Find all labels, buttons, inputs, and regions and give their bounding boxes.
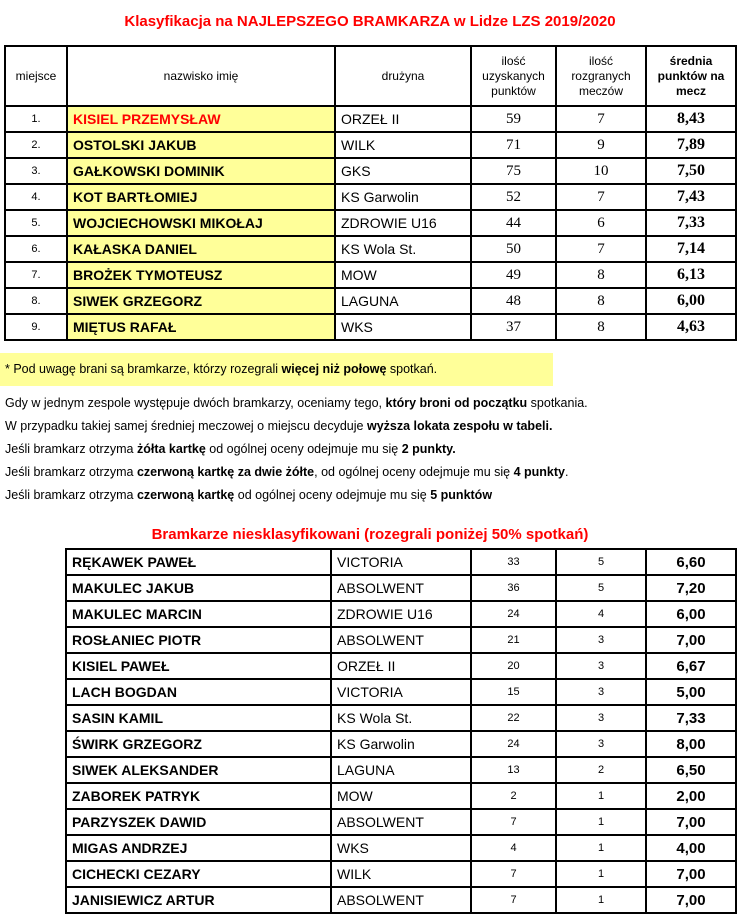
note-line xyxy=(5,418,740,435)
place-cell: 9. xyxy=(5,314,67,340)
note-bold-text: 5 punktów xyxy=(430,488,493,502)
average-cell: 6,67 xyxy=(646,653,736,679)
table-row xyxy=(66,549,736,575)
average-cell: 6,13 xyxy=(646,262,736,288)
average-cell: 7,50 xyxy=(646,158,736,184)
note-text: * Pod uwagę brani są bramkarze, którzy rozegrali xyxy=(5,362,282,376)
place-cell: 5. xyxy=(5,210,67,236)
average-cell: 5,00 xyxy=(646,679,736,705)
table-row xyxy=(5,184,736,210)
note-bold-text: 4 punkty xyxy=(513,465,565,479)
team-cell: KS Garwolin xyxy=(335,184,471,210)
table-row xyxy=(66,731,736,757)
average-cell: 8,43 xyxy=(646,106,736,132)
player-name-cell: ROSŁANIEC PIOTR xyxy=(66,627,331,653)
page-title: Klasyfikacja na NAJLEPSZEGO BRAMKARZA w Lidze LZS 2019/2020 xyxy=(124,13,616,30)
matches-cell: 1 xyxy=(556,861,646,887)
matches-cell: 1 xyxy=(556,835,646,861)
table-row xyxy=(5,288,736,314)
player-name-cell: KISIEL PAWEŁ xyxy=(66,653,331,679)
unclassified-title: Bramkarze niesklasyfikowani (rozegrali poniżej 50% spotkań) xyxy=(151,526,589,543)
team-cell: ZDROWIE U16 xyxy=(331,601,471,627)
average-cell: 4,00 xyxy=(646,835,736,861)
column-header: ilość uzyskanych punktów xyxy=(471,46,556,106)
average-cell: 7,00 xyxy=(646,887,736,913)
note-line xyxy=(5,395,740,412)
table-row xyxy=(66,861,736,887)
matches-cell: 8 xyxy=(556,262,646,288)
table-row xyxy=(5,158,736,184)
player-name-cell: MIĘTUS RAFAŁ xyxy=(67,314,335,340)
points-cell: 24 xyxy=(471,731,556,757)
matches-cell: 5 xyxy=(556,575,646,601)
player-name-cell: OSTOLSKI JAKUB xyxy=(67,132,335,158)
note-line xyxy=(0,353,553,386)
unclassified-table-body xyxy=(66,549,736,913)
rules-notes xyxy=(0,353,740,504)
points-cell: 44 xyxy=(471,210,556,236)
average-cell: 6,50 xyxy=(646,757,736,783)
column-header: średnia punktów na mecz xyxy=(646,46,736,106)
average-cell: 4,63 xyxy=(646,314,736,340)
note-bold-text: żółta kartkę xyxy=(136,442,206,456)
column-header: ilość rozgranych meczów xyxy=(556,46,646,106)
note-text: W przypadku takiej samej średniej meczowej o miejscu decyduje xyxy=(5,419,367,433)
team-cell: ABSOLWENT xyxy=(331,809,471,835)
matches-cell: 1 xyxy=(556,783,646,809)
team-cell: ORZEŁ II xyxy=(331,653,471,679)
player-name-cell: JANISIEWICZ ARTUR xyxy=(66,887,331,913)
points-cell: 49 xyxy=(471,262,556,288)
ranking-table-header xyxy=(5,46,736,106)
matches-cell: 3 xyxy=(556,627,646,653)
player-name-cell: KISIEL PRZEMYSŁAW xyxy=(67,106,335,132)
matches-cell: 4 xyxy=(556,601,646,627)
matches-cell: 9 xyxy=(556,132,646,158)
team-cell: KS Wola St. xyxy=(331,705,471,731)
average-cell: 7,00 xyxy=(646,809,736,835)
player-name-cell: PARZYSZEK DAWID xyxy=(66,809,331,835)
table-row xyxy=(5,262,736,288)
goalkeeper-ranking-table xyxy=(4,45,737,341)
points-cell: 21 xyxy=(471,627,556,653)
player-name-cell: KOT BARTŁOMIEJ xyxy=(67,184,335,210)
matches-cell: 6 xyxy=(556,210,646,236)
player-name-cell: ZABOREK PATRYK xyxy=(66,783,331,809)
average-cell: 6,00 xyxy=(646,601,736,627)
note-text: Jeśli bramkarz otrzyma xyxy=(5,442,137,456)
unclassified-goalkeepers-table xyxy=(65,548,737,914)
average-cell: 7,33 xyxy=(646,705,736,731)
table-row xyxy=(5,106,736,132)
note-text: Gdy w jednym zespole występuje dwóch bramkarzy, oceniamy tego, xyxy=(5,396,386,410)
header-row xyxy=(5,46,736,106)
matches-cell: 2 xyxy=(556,757,646,783)
team-cell: WILK xyxy=(331,861,471,887)
matches-cell: 8 xyxy=(556,314,646,340)
player-name-cell: RĘKAWEK PAWEŁ xyxy=(66,549,331,575)
player-name-cell: LACH BOGDAN xyxy=(66,679,331,705)
matches-cell: 7 xyxy=(556,184,646,210)
team-cell: ABSOLWENT xyxy=(331,627,471,653)
matches-cell: 7 xyxy=(556,106,646,132)
points-cell: 36 xyxy=(471,575,556,601)
team-cell: WILK xyxy=(335,132,471,158)
team-cell: MOW xyxy=(335,262,471,288)
table-row xyxy=(5,210,736,236)
team-cell: ABSOLWENT xyxy=(331,887,471,913)
matches-cell: 10 xyxy=(556,158,646,184)
note-bold-text: czerwoną kartkę za dwie żółte xyxy=(136,465,315,479)
note-text: , od ogólnej oceny odejmuje mu się xyxy=(314,465,514,479)
points-cell: 22 xyxy=(471,705,556,731)
team-cell: WKS xyxy=(331,835,471,861)
player-name-cell: WOJCIECHOWSKI MIKOŁAJ xyxy=(67,210,335,236)
points-cell: 7 xyxy=(471,887,556,913)
team-cell: VICTORIA xyxy=(331,679,471,705)
table-row xyxy=(5,132,736,158)
table-row xyxy=(66,575,736,601)
average-cell: 7,89 xyxy=(646,132,736,158)
player-name-cell: GAŁKOWSKI DOMINIK xyxy=(67,158,335,184)
average-cell: 8,00 xyxy=(646,731,736,757)
matches-cell: 5 xyxy=(556,549,646,575)
table-row xyxy=(66,757,736,783)
place-cell: 2. xyxy=(5,132,67,158)
table-row xyxy=(66,783,736,809)
note-line xyxy=(5,487,740,504)
team-cell: ABSOLWENT xyxy=(331,575,471,601)
points-cell: 15 xyxy=(471,679,556,705)
points-cell: 7 xyxy=(471,861,556,887)
player-name-cell: KAŁASKA DANIEL xyxy=(67,236,335,262)
average-cell: 7,33 xyxy=(646,210,736,236)
player-name-cell: SASIN KAMIL xyxy=(66,705,331,731)
average-cell: 6,60 xyxy=(646,549,736,575)
average-cell: 7,20 xyxy=(646,575,736,601)
place-cell: 6. xyxy=(5,236,67,262)
note-bold-text: wyższa lokata zespołu w tabeli. xyxy=(366,419,553,433)
note-line xyxy=(5,441,740,458)
team-cell: MOW xyxy=(331,783,471,809)
note-text: spotkania. xyxy=(527,396,588,410)
player-name-cell: CICHECKI CEZARY xyxy=(66,861,331,887)
team-cell: LAGUNA xyxy=(331,757,471,783)
note-bold-text: który broni od początku xyxy=(385,396,528,410)
table-row xyxy=(66,601,736,627)
average-cell: 2,00 xyxy=(646,783,736,809)
matches-cell: 1 xyxy=(556,887,646,913)
average-cell: 6,00 xyxy=(646,288,736,314)
matches-cell: 3 xyxy=(556,705,646,731)
points-cell: 71 xyxy=(471,132,556,158)
team-cell: ZDROWIE U16 xyxy=(335,210,471,236)
player-name-cell: MAKULEC MARCIN xyxy=(66,601,331,627)
points-cell: 75 xyxy=(471,158,556,184)
note-text: Jeśli bramkarz otrzyma xyxy=(5,488,137,502)
note-text: od ogólnej oceny odejmuje mu się xyxy=(234,488,431,502)
matches-cell: 3 xyxy=(556,653,646,679)
team-cell: ORZEŁ II xyxy=(335,106,471,132)
player-name-cell: ŚWIRK GRZEGORZ xyxy=(66,731,331,757)
points-cell: 13 xyxy=(471,757,556,783)
place-cell: 4. xyxy=(5,184,67,210)
table-row xyxy=(66,653,736,679)
note-text: . xyxy=(564,465,569,479)
points-cell: 20 xyxy=(471,653,556,679)
average-cell: 7,00 xyxy=(646,627,736,653)
table-row xyxy=(66,887,736,913)
team-cell: VICTORIA xyxy=(331,549,471,575)
team-cell: KS Wola St. xyxy=(335,236,471,262)
points-cell: 37 xyxy=(471,314,556,340)
table-row xyxy=(66,627,736,653)
points-cell: 24 xyxy=(471,601,556,627)
note-bold-text: więcej niż połowę xyxy=(281,362,387,376)
column-header: nazwisko imię xyxy=(67,46,335,106)
team-cell: LAGUNA xyxy=(335,288,471,314)
points-cell: 48 xyxy=(471,288,556,314)
column-header: miejsce xyxy=(5,46,67,106)
table-row xyxy=(66,809,736,835)
player-name-cell: MAKULEC JAKUB xyxy=(66,575,331,601)
note-line xyxy=(5,464,740,481)
team-cell: WKS xyxy=(335,314,471,340)
average-cell: 7,43 xyxy=(646,184,736,210)
points-cell: 7 xyxy=(471,809,556,835)
table-row xyxy=(66,835,736,861)
matches-cell: 3 xyxy=(556,679,646,705)
note-text: spotkań. xyxy=(386,362,438,376)
points-cell: 4 xyxy=(471,835,556,861)
points-cell: 50 xyxy=(471,236,556,262)
average-cell: 7,00 xyxy=(646,861,736,887)
table-row xyxy=(5,314,736,340)
column-header: drużyna xyxy=(335,46,471,106)
table-row xyxy=(66,705,736,731)
matches-cell: 1 xyxy=(556,809,646,835)
player-name-cell: SIWEK GRZEGORZ xyxy=(67,288,335,314)
points-cell: 2 xyxy=(471,783,556,809)
table-row xyxy=(5,236,736,262)
player-name-cell: SIWEK ALEKSANDER xyxy=(66,757,331,783)
place-cell: 1. xyxy=(5,106,67,132)
ranking-table-body xyxy=(5,106,736,340)
matches-cell: 7 xyxy=(556,236,646,262)
matches-cell: 3 xyxy=(556,731,646,757)
points-cell: 59 xyxy=(471,106,556,132)
place-cell: 3. xyxy=(5,158,67,184)
team-cell: GKS xyxy=(335,158,471,184)
place-cell: 8. xyxy=(5,288,67,314)
player-name-cell: MIGAS ANDRZEJ xyxy=(66,835,331,861)
matches-cell: 8 xyxy=(556,288,646,314)
note-text: Jeśli bramkarz otrzyma xyxy=(5,465,137,479)
player-name-cell: BROŻEK TYMOTEUSZ xyxy=(67,262,335,288)
table-row xyxy=(66,679,736,705)
note-text: od ogólnej oceny odejmuje mu się xyxy=(205,442,402,456)
points-cell: 33 xyxy=(471,549,556,575)
points-cell: 52 xyxy=(471,184,556,210)
place-cell: 7. xyxy=(5,262,67,288)
note-bold-text: czerwoną kartkę xyxy=(136,488,235,502)
average-cell: 7,14 xyxy=(646,236,736,262)
team-cell: KS Garwolin xyxy=(331,731,471,757)
note-bold-text: 2 punkty. xyxy=(401,442,456,456)
